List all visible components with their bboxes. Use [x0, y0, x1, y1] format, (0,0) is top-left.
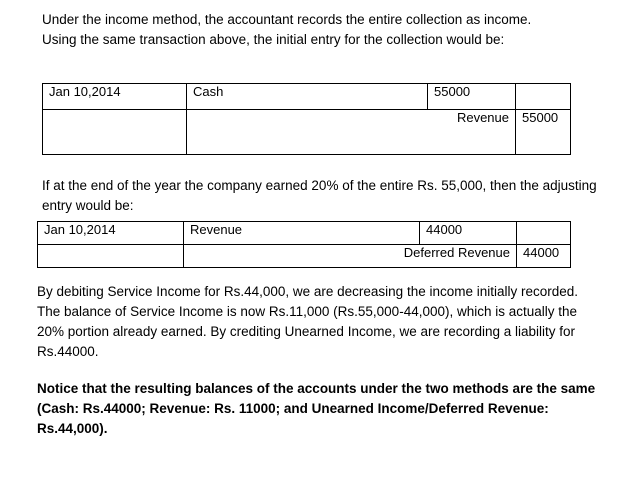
table-row [38, 222, 571, 245]
intro-paragraph: Under the income method, the accountant records the entire collection as income. Using the same transaction above, the initial entry for the collection would be: [42, 12, 532, 47]
journal-table-initial-entry [42, 83, 571, 155]
credit-account: Deferred Revenue [184, 245, 517, 268]
debit-amount: 44000 [420, 222, 517, 245]
table-row [38, 245, 571, 268]
table-row [43, 84, 571, 110]
empty-cell [517, 222, 571, 245]
empty-cell [38, 245, 184, 268]
debit-account: Cash [187, 84, 428, 110]
debit-amount: 55000 [428, 84, 516, 110]
credit-amount: 55000 [516, 110, 571, 155]
table-row [43, 110, 571, 155]
entry-date: Jan 10,2014 [43, 84, 187, 110]
journal-table-adjusting-entry [37, 221, 571, 268]
credit-amount: 44000 [517, 245, 571, 268]
empty-cell [43, 110, 187, 155]
empty-cell [516, 84, 571, 110]
explanation-paragraph: By debiting Service Income for Rs.44,000, we are decreasing the income initially recorded. The balance of Service Income is now Rs.11,000 (Rs.55,000-44,000), which is actually the 20% portion already earned. By crediting Unearned Income, we are recording a liability for Rs.44000. [37, 284, 579, 359]
entry-date: Jan 10,2014 [38, 222, 184, 245]
debit-account: Revenue [184, 222, 420, 245]
notice-paragraph: Notice that the resulting balances of the accounts under the two methods are the same (Cash: Rs.44000; Revenue: Rs. 11000; and Unearned Income/Deferred Revenue: Rs.44,000). [37, 381, 596, 436]
adjusting-entry-intro: If at the end of the year the company earned 20% of the entire Rs. 55,000, then the adjusting entry would be: [42, 178, 597, 213]
credit-account: Revenue [187, 110, 516, 155]
